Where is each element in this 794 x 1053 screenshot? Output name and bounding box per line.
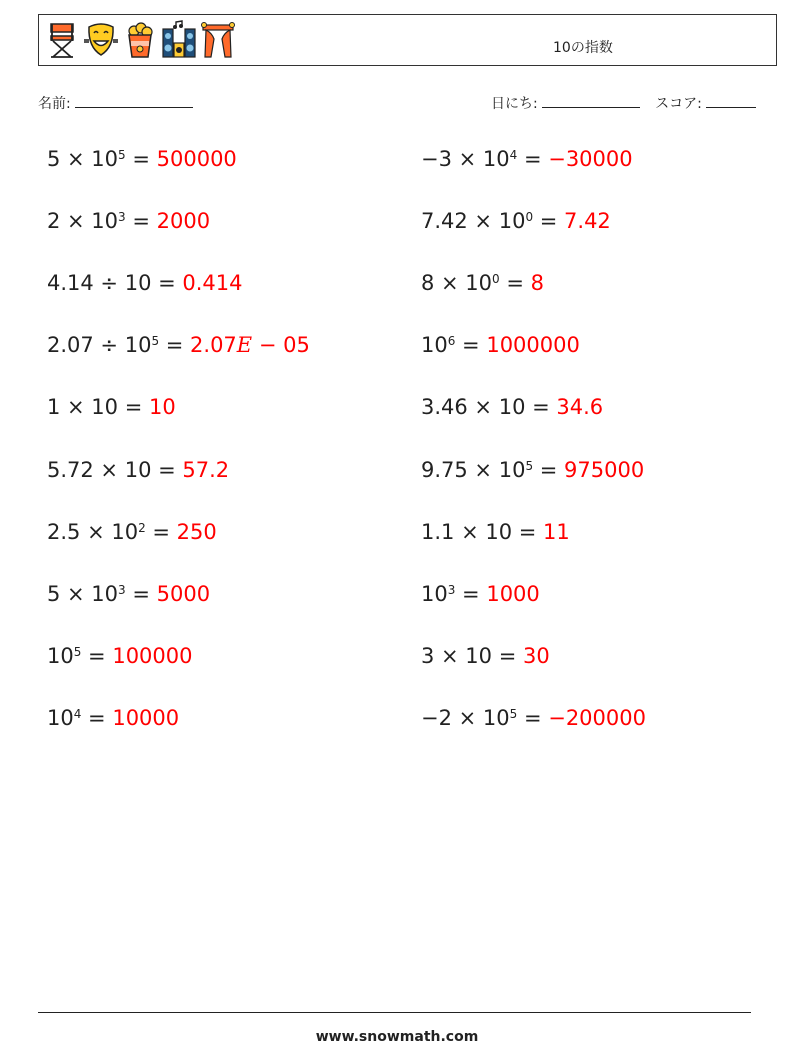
problem-exponent: 5 [151, 334, 160, 349]
answer-exponent-value: − 05 [252, 333, 310, 358]
answer-value: 5000 [156, 581, 211, 606]
problem-item [421, 271, 544, 295]
problem-equals: = [118, 395, 149, 420]
problem-question: 10 [47, 705, 74, 730]
problem-question: 5 × 10 [47, 581, 119, 606]
problem-equals: = [125, 581, 157, 606]
problem-equals: = [455, 581, 487, 606]
problem-answer [564, 458, 644, 482]
problem-item [47, 706, 179, 730]
answer-value: 250 [176, 519, 217, 544]
answer-value: −30000 [548, 147, 633, 171]
problem-answer [149, 395, 176, 419]
problem-item [47, 520, 217, 544]
problem-equals: = [455, 333, 487, 358]
problem-answer [548, 147, 632, 171]
problem-answer [157, 582, 210, 606]
problem-question: 2.5 × 10 [47, 519, 139, 544]
problem-answer [523, 644, 550, 668]
problem-item [421, 644, 550, 668]
problem-exponent: 5 [509, 706, 518, 721]
problem-answer [556, 395, 603, 419]
director-chair-icon [45, 19, 79, 61]
answer-value: 2000 [156, 209, 211, 234]
answer-value: 100000 [112, 643, 193, 668]
name-field [38, 93, 193, 113]
problem-equals: = [517, 147, 549, 171]
answer-value: 975000 [564, 457, 645, 482]
problem-equals: = [81, 705, 113, 730]
problem-question: 5 × 10 [47, 147, 119, 171]
problem-exponent: 3 [118, 209, 126, 224]
problem-exponent: 3 [118, 582, 126, 597]
problem-exponent: 5 [118, 147, 126, 162]
problem-equals: = [145, 519, 177, 544]
problem-answer [531, 271, 544, 295]
problem-question: 5.72 × 10 [47, 457, 152, 482]
problem-item [47, 147, 237, 171]
problem-item [47, 395, 176, 419]
problem-answer [190, 333, 310, 357]
answer-value: −200000 [548, 705, 646, 730]
answer-value: 34.6 [556, 395, 604, 420]
problem-question: −2 × 10 [421, 705, 510, 730]
problem-exponent: 3 [447, 582, 456, 597]
problem-exponent: 4 [509, 147, 518, 162]
problem-item [47, 644, 193, 668]
problem-item [421, 458, 644, 482]
problem-equals: = [512, 519, 544, 544]
problem-question: 10 [421, 581, 448, 606]
problem-item [47, 271, 243, 295]
problem-item [421, 395, 603, 419]
answer-value: 0.414 [182, 271, 243, 296]
problem-question: −3 × 10 [421, 147, 510, 171]
problem-answer [182, 271, 242, 295]
worksheet-title: 10の指数 [553, 40, 613, 56]
problem-equals: = [517, 705, 549, 730]
problem-item [47, 582, 210, 606]
problem-answer [182, 458, 229, 482]
problem-equals: = [81, 643, 113, 668]
header-icons [45, 19, 235, 61]
problem-answer [486, 582, 539, 606]
answer-value: 57.2 [182, 457, 230, 482]
problem-item [47, 209, 210, 233]
problem-equals: = [125, 147, 157, 171]
problem-equals: = [533, 457, 565, 482]
answer-value: 30 [522, 643, 550, 668]
problem-exponent: 0 [492, 272, 500, 286]
footer-url: www.snowmath.com [315, 1029, 479, 1045]
problem-item [421, 706, 646, 730]
problem-answer [157, 209, 210, 233]
problem-exponent: 4 [73, 706, 82, 721]
problem-equals: = [533, 209, 565, 234]
problem-answer [157, 147, 237, 171]
problem-question: 3.46 × 10 [421, 395, 526, 420]
problem-item [421, 209, 611, 233]
problem-item [47, 333, 310, 357]
problem-exponent: 6 [447, 334, 456, 349]
theater-masks-icon [84, 19, 118, 61]
problem-equals: = [151, 457, 183, 482]
problem-item [421, 520, 570, 544]
answer-value: 11 [543, 519, 570, 544]
problem-equals: = [525, 395, 557, 420]
problem-question: 7.42 × 10 [421, 209, 526, 234]
problem-exponent: 2 [138, 520, 146, 535]
answer-value: 1000000 [486, 333, 580, 358]
problem-equals: = [499, 271, 531, 296]
problem-answer [112, 706, 179, 730]
problem-equals: = [159, 333, 191, 358]
problem-question: 1 × 10 [47, 395, 119, 420]
answer-value: 8 [530, 271, 544, 296]
answer-value: 1000 [486, 581, 540, 606]
problem-question: 10 [47, 643, 74, 668]
score-blank[interactable] [706, 93, 756, 108]
stage-curtain-icon [201, 19, 235, 61]
problem-exponent: 5 [73, 644, 82, 659]
problem-exponent: 5 [525, 458, 534, 473]
problem-equals: = [492, 643, 523, 668]
answer-value: 7.42 [564, 209, 611, 234]
problem-equals: = [151, 271, 183, 296]
date-label: 日にち: [491, 96, 538, 112]
header-box [38, 14, 777, 66]
problem-item [421, 582, 540, 606]
problem-answer [486, 333, 580, 357]
problem-answer [548, 706, 646, 730]
problem-question: 4.14 ÷ 10 [47, 271, 152, 296]
problem-question: 9.75 × 10 [421, 457, 526, 482]
name-label: 名前: [38, 96, 71, 112]
speakers-icon [162, 19, 196, 61]
problem-answer [564, 209, 611, 233]
answer-value: 10 [148, 395, 176, 420]
answer-exponent-marker: E [236, 333, 253, 358]
name-blank[interactable] [75, 93, 193, 108]
problem-equals: = [125, 209, 157, 234]
answer-value: 10000 [112, 705, 180, 730]
problem-question: 2 × 10 [47, 209, 119, 234]
answer-value: 2.07 [190, 333, 237, 358]
score-label: スコア: [655, 96, 702, 112]
problem-item [421, 147, 633, 171]
problem-exponent: 0 [525, 209, 534, 224]
date-score-field [491, 93, 756, 113]
date-blank[interactable] [542, 93, 640, 108]
problem-answer [543, 520, 570, 544]
problem-question: 2.07 ÷ 10 [47, 333, 152, 358]
popcorn-icon [123, 19, 157, 61]
problem-question: 8 × 10 [421, 271, 493, 296]
problem-answer [112, 644, 192, 668]
answer-value: 500000 [156, 147, 237, 171]
footer-divider [38, 1012, 751, 1013]
problem-answer [177, 520, 217, 544]
problem-question: 10 [421, 333, 448, 358]
problem-question: 1.1 × 10 [421, 519, 513, 544]
problem-item [421, 333, 580, 357]
problem-question: 3 × 10 [421, 643, 493, 668]
problem-item [47, 458, 229, 482]
